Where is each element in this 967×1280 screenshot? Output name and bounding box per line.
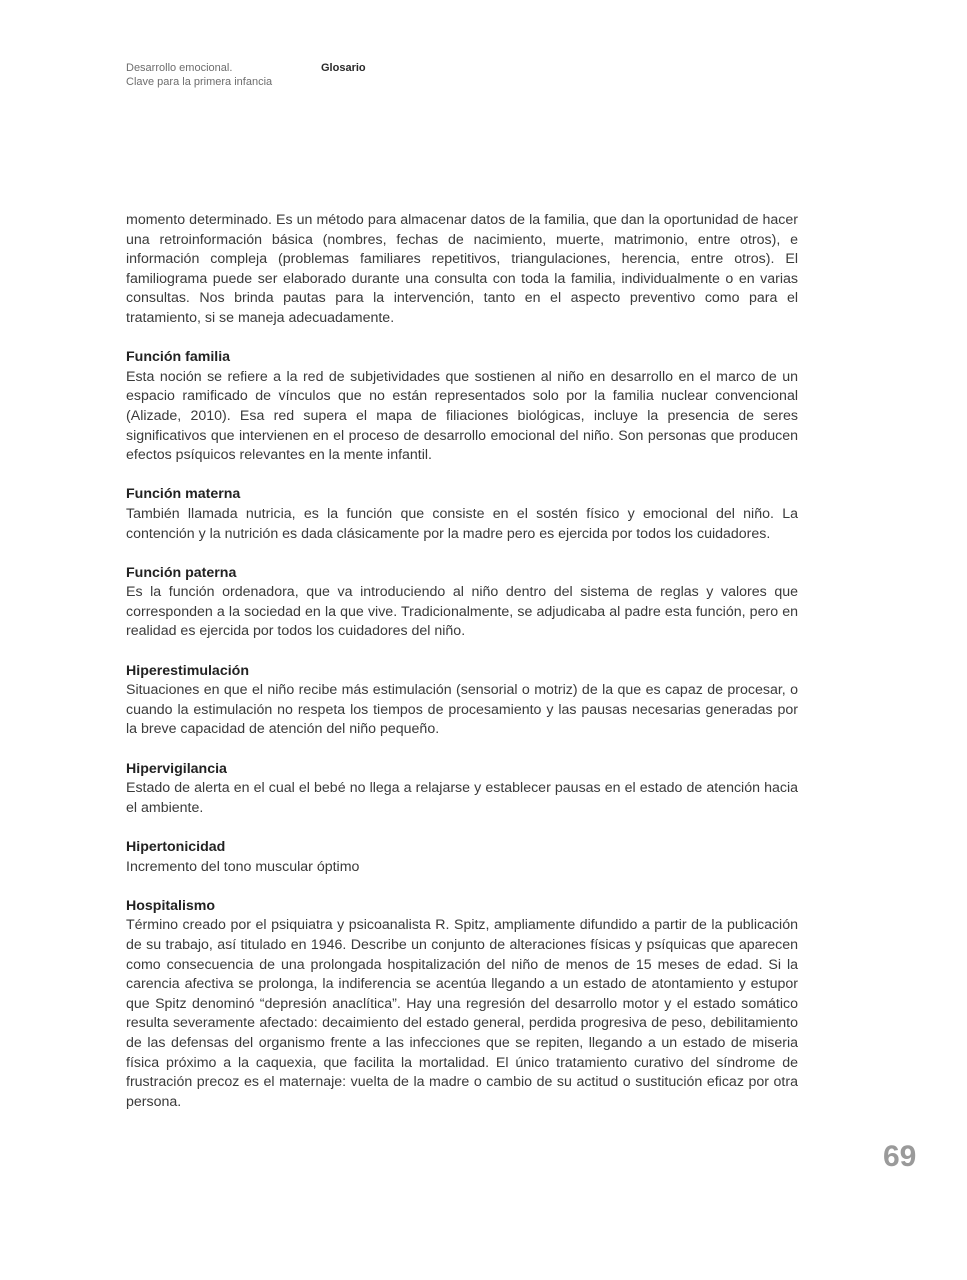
entry-term: Función materna (126, 486, 241, 503)
glossary-entry (126, 485, 798, 544)
glossary-entry (126, 897, 798, 1113)
glossary-entry (126, 760, 798, 819)
page-number: 69 (883, 1140, 917, 1173)
entry-term: Función familia (126, 349, 231, 366)
book-title-line-2: Clave para la primera infancia (126, 76, 273, 88)
entry-definition: Estado de alerta en el cual el bebé no llega a relajarse y establecer pausas en el estado de atención hacia el ambiente. (126, 780, 798, 816)
glossary-body (126, 211, 798, 1112)
glossary-entry (126, 838, 798, 877)
entry-definition: Incremento del tono muscular óptimo (126, 858, 360, 875)
entry-term: Hospitalismo (126, 897, 216, 914)
running-header-book-title (126, 61, 272, 89)
glossary-entry (126, 662, 798, 740)
entry-term: Hiperestimulación (126, 662, 249, 679)
entry-term: Función paterna (126, 564, 237, 581)
entry-term: Hipertonicidad (126, 839, 226, 855)
entry-term: Hipervigilancia (126, 760, 227, 777)
entry-definition: Término creado por el psiquiatra y psicoanalista R. Spitz, ampliamente difundido a partir de la publicación de su trabajo, así titulado en 1946. Describe un conjunto de alteraciones físicas y psíquicas que aparecen como consecuencia de una prolongada hospitalización del niño de menos de 15 meses de edad. Si la carencia afectiva se prolonga, la indiferencia se acentúa llegando a un estado de atontamiento y estupor que Spitz denominó “depresión anaclítica”. Hay una regresión del desarrollo motor y el estado somático resulta severamente afectado: decaimiento del estado general, perdida progresiva de peso, debilitamiento de las defensas del organismo frente a las infecciones que se repiten, llegando a un estado de miseria física próximo a la caquexia, que facilita la mortalidad. El único tratamiento curativo del síndrome de frustración precoz es el maternaje: vuelta de la madre o cambio de su actitud o sustitución eficaz por otra persona. (126, 917, 798, 1110)
entry-definition: Es la función ordenadora, que va introduciendo al niño dentro del sistema de reglas y valores que corresponden a la sociedad en la que vive. Tradicionalmente, se adjudicaba al padre esta función, pero en realidad es ejercida por todos los cuidadores del niño. (126, 584, 798, 640)
entry-definition: Situaciones en que el niño recibe más estimulación (sensorial o motriz) de la que es capaz de procesar, o cuando la estimulación no respeta los tiempos de procesamiento y las pausas necesarias generadas por la breve capacidad de atención del niño pequeño. (126, 682, 798, 738)
running-header-section: Glosario (321, 62, 366, 74)
glossary-entry (126, 348, 798, 466)
intro-paragraph: momento determinado. Es un método para almacenar datos de la familia, que dan la oportunidad de hacer una retroinformación básica (nombres, fechas de nacimiento, muerte, matrimonio, entre otros), e información compleja (problemas familiares repetitivos, triangulaciones, herencia, entre otros). El familiograma puede ser elaborado durante una consulta con toda la familia, individualmente o en varias consultas. Nos brinda pautas para la intervención, tanto en el aspecto preventivo como para el tratamiento, si se maneja adecuadamente. (126, 212, 798, 326)
glossary-entry (126, 564, 798, 642)
entry-definition: También llamada nutricia, es la función que consiste en el sostén físico y emocional del niño. La contención y la nutrición es dada clásicamente por la madre pero es ejercida por todos los cuidadores. (126, 505, 798, 542)
entry-definition: Esta noción se refiere a la red de subjetividades que sostienen al niño en desarrollo en el marco de un espacio ramificado de vínculos que no están representados solo por la familia nuclear convencional (Alizade, 2010). Esa red supera el mapa de filiaciones biológicas, incluye la presencia de seres significativos que intervienen en el proceso de desarrollo emocional del niño. Son personas que producen efectos psíquicos relevantes en la mente infantil. (126, 368, 798, 464)
book-title-line-1: Desarrollo emocional. (126, 62, 233, 74)
